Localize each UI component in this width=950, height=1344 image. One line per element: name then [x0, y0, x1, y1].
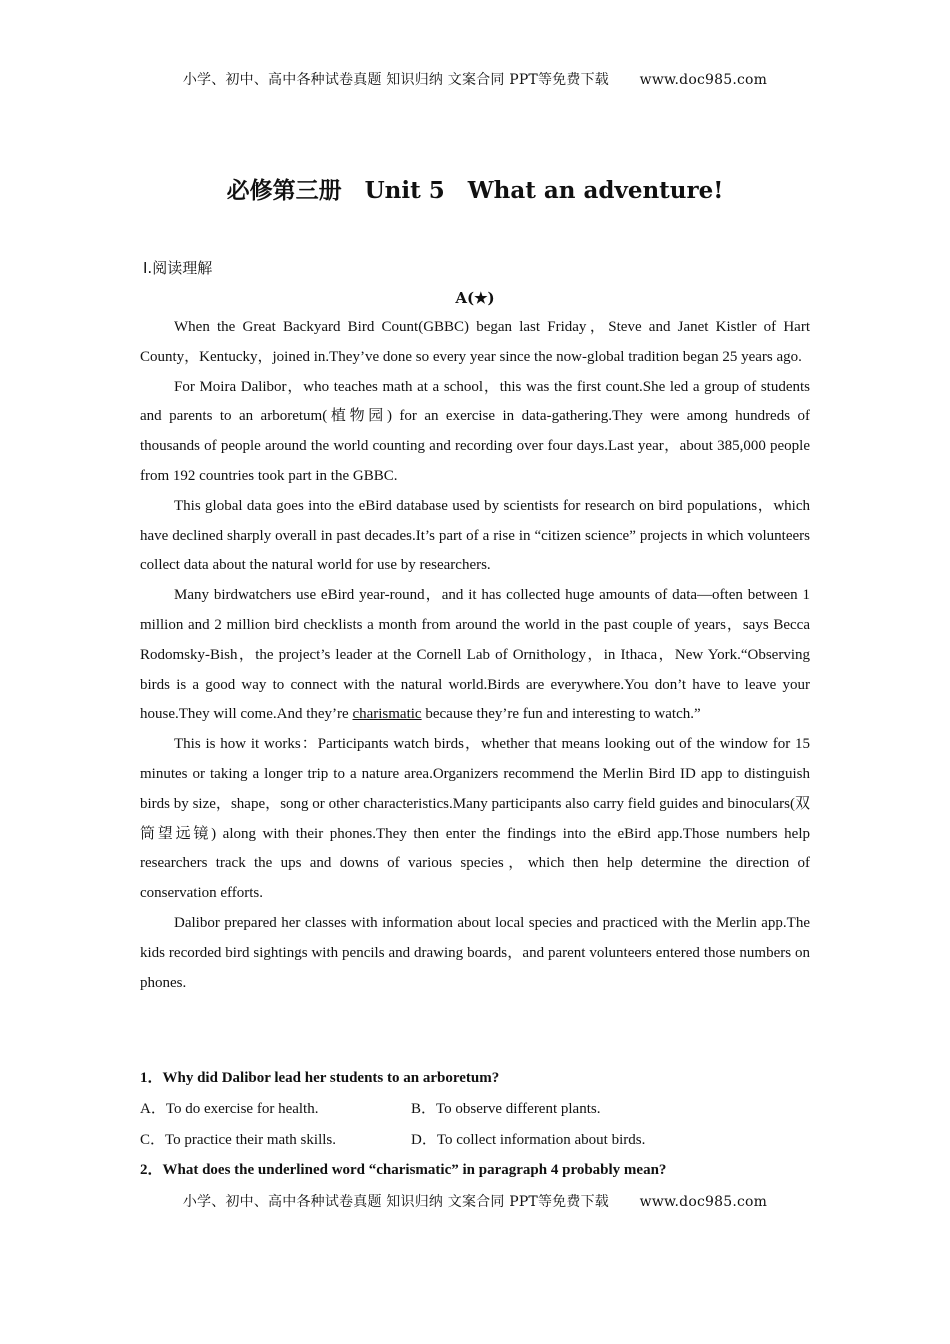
section-label: Ⅰ.阅读理解 [143, 259, 213, 277]
paragraph-4 [140, 581, 810, 730]
paragraph-2: For Moira Dalibor，who teaches math at a school，this was the first count.She led a group of students and parents to an arboretum(植物园) for an exercise in data-gathering.They were among hundreds of thousands of people around the world counting and recording over four days.Last year，about 385,000 people from 192 countries took part in the GBBC. [140, 378, 810, 484]
footer-slogan: 小学、初中、高中各种试卷真题 知识归纳 文案合同 PPT等免费下载 [182, 1194, 609, 1210]
paragraph-6: Dalibor prepared her classes with information about local species and practiced with the Merlin app.The kids recorded bird sightings with pencils and drawing boards，and parent volunteers entered those numbers on phones. [140, 914, 810, 991]
paragraph-5: This is how it works：Participants watch birds，whether that means looking out of the window for 15 minutes or taking a longer trip to a nature area.Organizers recommend the Merlin Bird ID app to distinguish birds by size，shape，song or other characteristics.Many participants also carry field guides and binoculars(双筒望远镜) along with their phones.They then enter the findings into the eBird app.Those numbers help researchers track the ups and downs of various species，which then help determine the direction of conservation efforts. [140, 736, 810, 902]
page-header [0, 69, 950, 89]
question-1-option-a: A．To do exercise for health. [140, 1101, 319, 1117]
header-slogan: 小学、初中、高中各种试卷真题 知识归纳 文案合同 PPT等免费下载 [182, 72, 609, 88]
question-1-option-c: C．To practice their math skills. [140, 1132, 336, 1148]
header-url: www.doc985.com [639, 72, 768, 88]
question-1-option-d: D．To collect information about birds. [411, 1132, 646, 1148]
underlined-word: charismatic [352, 706, 422, 723]
paragraph-4-text-b: because they’re fun and interesting to watch.” [421, 706, 701, 723]
passage-body [140, 313, 810, 998]
paragraph-3: This global data goes into the eBird database used by scientists for research on bird populations，which have declined sharply overall in past decades.It’s part of a rise in “citizen science” projects in which volunteers collect data about the natural world for use by researchers. [140, 497, 810, 574]
question-1-option-b: B．To observe different plants. [411, 1101, 601, 1117]
page-title: 必修第三册 Unit 5 What an adventure! [226, 177, 724, 204]
footer-url: www.doc985.com [639, 1194, 768, 1210]
passage-title: A(★) [455, 289, 495, 307]
question-1-stem: 1．Why did Dalibor lead her students to an arboretum? [140, 1070, 500, 1086]
page-footer [0, 1191, 950, 1211]
question-2-stem: 2．What does the underlined word “charismatic” in paragraph 4 probably mean? [140, 1162, 667, 1178]
paragraph-4-text-a: Many birdwatchers use eBird year-round，and it has collected huge amounts of data—often between 1 million and 2 million bird checklists a month from around the world in the past couple of years，says Becca Rodomsky-Bish，the project’s leader at the Cornell Lab of Ornithology，in Ithaca，New York.“Observing birds is a good way to connect with the natural world.Birds are everywhere.You don’t have to leave your house.They will come.And they’re [140, 587, 810, 723]
paragraph-1: When the Great Backyard Bird Count(GBBC) began last Friday，Steve and Janet Kistler of Hart County，Kentucky，joined in.They’ve done so every year since the now-global tradition began 25 years ago. [140, 319, 810, 365]
